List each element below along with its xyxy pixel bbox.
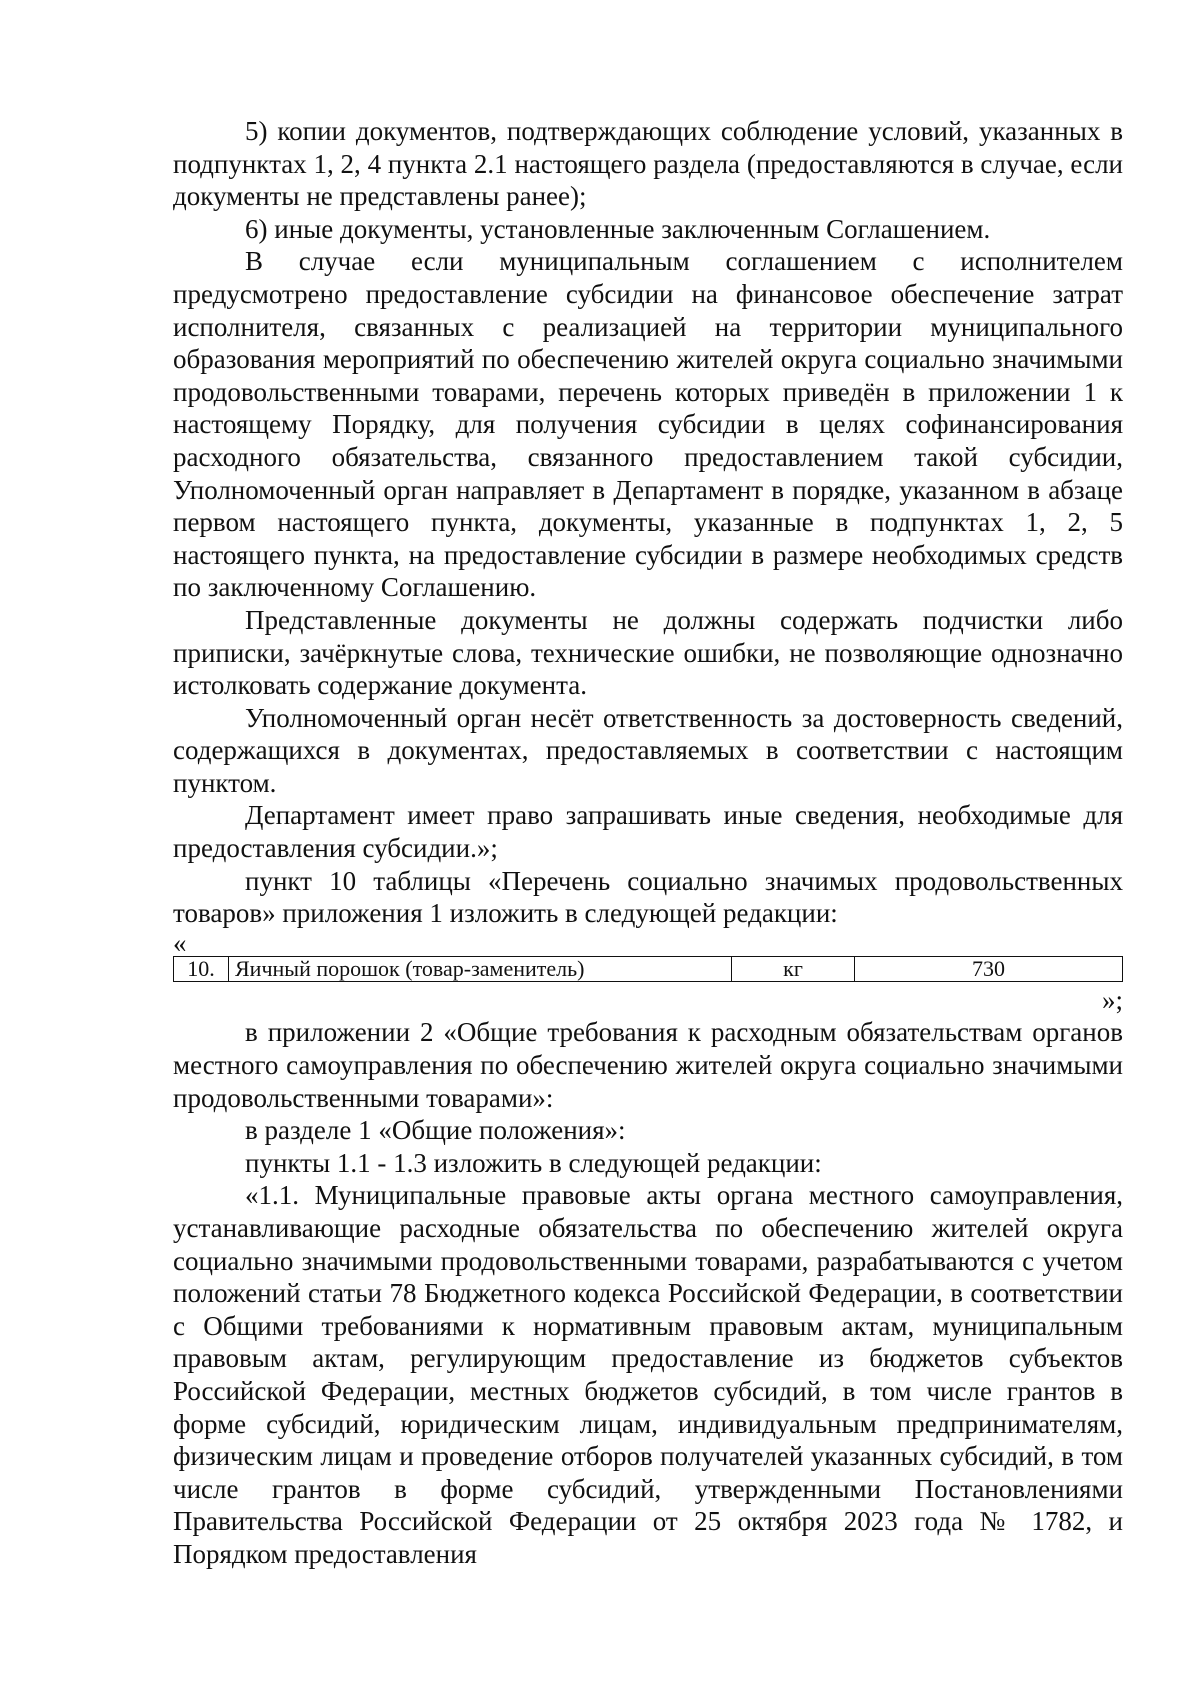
goods-table (173, 956, 1123, 982)
paragraph: Представленные документы не должны содержать подчистки либо приписки, зачёркнутые слова, технические ошибки, не позволяющие однозначно истолковать содержание документа. (173, 604, 1123, 701)
paragraph: в приложении 2 «Общие требования к расходным обязательствам органов местного самоуправления по обеспечению жителей округа социально значимыми продовольственными товарами»: (173, 1017, 1123, 1113)
product-name: Яичный порошок (товар-заменитель) (229, 956, 732, 981)
paragraph: «1.1. Муниципальные правовые акты органа местного самоуправления, устанавливающие расходные обязательства по обеспечению жителей округа социально значимыми продовольственными товарами, разрабатываются с учетом положений статьи 78 Бюджетного кодекса Российской Федерации, в соответствии с Общими требованиями к нормативным правовым актам, муниципальным правовым актам, регулирующим предоставление из бюджетов субъектов Российской Федерации, местных бюджетов субсидий, в том числе грантов в форме субсидий, юридическим лицам, индивидуальным предпринимателям, физическим лицам и проведение отборов получателей указанных субсидий, в том числе грантов в форме субсидий, утвержденными Постановлениями Правительства Российской Федерации от 25 октября 2023 года № 1782, и Порядком предоставления (173, 1180, 1123, 1569)
paragraph: 5) копии документов, подтверждающих соблюдение условий, указанных в подпунктах 1, 2, 4 пункта 2.1 настоящего раздела (предоставляются в случае, если документы не представлены ранее); (173, 116, 1123, 212)
opening-quote: « (173, 927, 187, 958)
closing-quote: »; (1101, 984, 1123, 1015)
paragraph: Департамент имеет право запрашивать иные сведения, необходимые для предоставления субсидии.»; (173, 800, 1123, 864)
row-number: 10. (174, 956, 229, 981)
paragraph: В случае если муниципальным соглашением с исполнителем предусмотрено предоставление субсидии на финансовое обеспечение затрат исполнителя, связанных с реализацией на территории муниципального образования мероприятий по обеспечению жителей округа социально значимыми продовольственными товарами, перечень которых приведён в приложении 1 к настоящему Порядку, для получения субсидии в целях софинансирования расходного обязательства, связанного предоставлением такой субсидии, Уполномоченный орган направляет в Департамент в порядке, указанном в абзаце первом настоящего пункта, документы, указанные в подпунктах 1, 2, 5 настоящего пункта, на предоставление субсидии в размере необходимых средств по заключенному Соглашению. (173, 246, 1123, 603)
paragraph: в разделе 1 «Общие положения»: (245, 1115, 626, 1146)
quantity-value: 730 (855, 956, 1123, 981)
paragraph: пункт 10 таблицы «Перечень социально значимых продовольственных товаров» приложения 1 изложить в следующей редакции: (173, 865, 1123, 929)
paragraph: пункты 1.1 - 1.3 изложить в следующей редакции: (245, 1147, 822, 1178)
paragraph: 6) иные документы, установленные заключенным Соглашением. (245, 213, 991, 244)
paragraph: Уполномоченный орган несёт ответственность за достоверность сведений, содержащихся в документах, предоставляемых в соответствии с настоящим пунктом. (173, 702, 1123, 798)
table-row (174, 956, 1123, 981)
unit-of-measure: кг (732, 956, 855, 981)
document-page (173, 115, 1123, 1571)
